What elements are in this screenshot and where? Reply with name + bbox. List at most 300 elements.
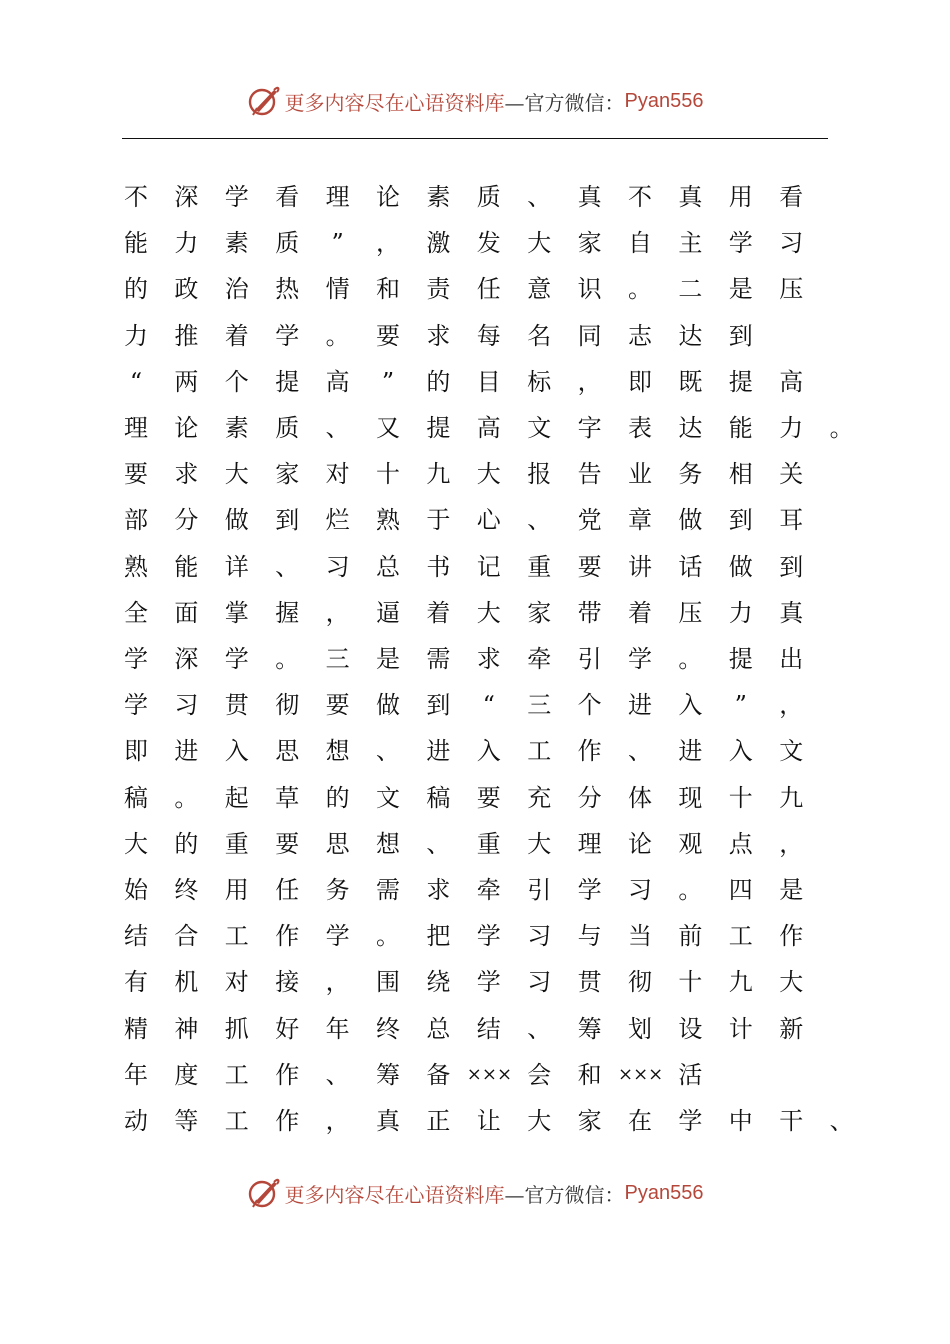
text-char: 引: [577, 645, 602, 673]
text-char: 。: [678, 645, 703, 673]
text-char: 想: [325, 737, 350, 766]
text-char: 精: [124, 1014, 148, 1043]
text-char: 业: [628, 460, 652, 489]
text-char: 是: [728, 275, 753, 304]
text-char: ，: [325, 1107, 350, 1135]
text-char: 力: [174, 229, 199, 258]
text-char: 划: [628, 1014, 652, 1043]
text-char: 。: [325, 321, 350, 350]
text-char: 当: [628, 922, 652, 951]
text-char: 话: [678, 552, 703, 581]
text-char: 告: [577, 460, 602, 489]
text-char: 压: [678, 598, 703, 627]
text-char: 九: [779, 783, 804, 812]
text-char: 十: [728, 783, 753, 812]
text-char: 计: [728, 1014, 753, 1043]
text-char: 学: [224, 183, 249, 211]
text-char: 面: [174, 598, 199, 627]
text-char: 思: [275, 737, 300, 766]
text-char: 让: [476, 1107, 501, 1135]
text-char: 作: [275, 1107, 300, 1135]
text-line: [0, 413, 950, 443]
text-char: 论: [174, 414, 199, 442]
text-char: 合: [174, 922, 199, 951]
text-char: 。: [678, 876, 703, 904]
text-char: 贯: [577, 968, 602, 997]
text-char: 掌: [224, 598, 249, 627]
text-char: 活: [678, 1060, 703, 1089]
text-char: 分: [174, 506, 199, 535]
text-char: 心: [476, 506, 501, 535]
text-char: 力: [728, 598, 753, 627]
text-char: 新: [779, 1014, 804, 1043]
header-brand-text: 更多内容尽在心语资料库: [284, 90, 505, 115]
text-char: 大: [779, 968, 804, 997]
text-line: [0, 598, 950, 628]
text-char: 即: [628, 367, 652, 396]
text-char: 用: [728, 183, 753, 211]
text-char: 烂: [325, 506, 350, 535]
text-line: [0, 228, 950, 258]
text-line: [0, 736, 950, 766]
text-char: ”: [381, 367, 395, 396]
text-char: 年: [124, 1060, 148, 1089]
text-char: 任: [476, 275, 501, 304]
text-char: 力: [779, 414, 804, 442]
text-char: 进: [628, 691, 652, 720]
text-char: 大: [527, 1107, 552, 1135]
text-char: 进: [174, 737, 199, 766]
text-char: 三: [527, 691, 552, 720]
text-char: 个: [577, 691, 602, 720]
text-char: 理: [124, 414, 148, 442]
text-char: 点: [728, 829, 753, 858]
text-char: 到: [275, 506, 300, 535]
text-char: ×××: [618, 1063, 664, 1085]
text-char: 大: [224, 460, 249, 489]
text-char: 着: [426, 598, 451, 627]
text-line: [0, 274, 950, 304]
text-char: 务: [678, 460, 703, 489]
text-char: 主: [678, 229, 703, 258]
text-char: 要: [275, 829, 300, 858]
text-char: 工: [728, 922, 753, 951]
text-char: 需: [376, 876, 400, 904]
text-line: [0, 967, 950, 997]
text-char: 求: [476, 645, 501, 673]
text-char: 章: [628, 506, 652, 535]
text-char: 做: [728, 552, 753, 581]
text-line: [0, 459, 950, 489]
text-char: 学: [124, 645, 148, 673]
text-char: ×××: [466, 1063, 513, 1085]
text-line: [0, 644, 950, 674]
text-char: 做: [678, 506, 703, 535]
text-char: 到: [728, 506, 753, 535]
text-char: 等: [174, 1107, 199, 1135]
text-char: 习: [527, 968, 552, 997]
text-char: 责: [426, 275, 451, 304]
text-char: 习: [779, 229, 804, 258]
text-line: [0, 367, 950, 397]
text-char: 学: [678, 1107, 703, 1135]
text-char: 、: [376, 737, 400, 766]
text-char: ”: [331, 229, 344, 258]
text-char: 总: [376, 552, 400, 581]
text-char: 二: [678, 275, 703, 304]
text-char: 表: [628, 414, 652, 442]
text-char: 到: [426, 691, 451, 720]
text-char: 贯: [224, 691, 249, 720]
quill-logo-icon: [247, 1176, 281, 1210]
text-char: 十: [678, 968, 703, 997]
text-char: 达: [678, 414, 703, 442]
text-char: 始: [124, 876, 148, 904]
text-char: 好: [275, 1014, 300, 1043]
text-char: 接: [275, 968, 300, 997]
text-char: ，: [325, 598, 350, 627]
text-char: 能: [124, 229, 148, 258]
text-line: [0, 552, 950, 582]
text-char: 压: [779, 275, 804, 304]
text-char: 政: [174, 275, 199, 304]
text-char: 三: [325, 645, 350, 673]
text-char: 又: [376, 414, 400, 442]
text-line: [0, 505, 950, 535]
text-char: 想: [376, 829, 400, 858]
text-char: 文: [527, 414, 552, 442]
text-char: 识: [577, 275, 602, 304]
text-char: 和: [577, 1060, 602, 1089]
text-char: 大: [476, 598, 501, 627]
text-char: ，: [577, 367, 602, 396]
text-char: 求: [174, 460, 199, 489]
text-char: 到: [728, 321, 753, 350]
text-char: 家: [275, 460, 300, 489]
text-char: 不: [124, 183, 148, 211]
text-char: 总: [426, 1014, 451, 1043]
text-char: 在: [628, 1107, 652, 1135]
header-wechat-label: —官方微信：: [504, 90, 625, 115]
text-char: 牵: [527, 645, 552, 673]
text-char: 学: [628, 645, 652, 673]
text-char: 机: [174, 968, 199, 997]
text-char: 记: [476, 552, 501, 581]
text-char: 草: [275, 783, 300, 812]
text-char: 工: [224, 922, 249, 951]
text-char: 论: [376, 183, 400, 211]
text-char: 握: [275, 598, 300, 627]
text-char: 作: [577, 737, 602, 766]
text-char: 是: [376, 645, 400, 673]
text-char: 标: [527, 367, 552, 396]
text-char: 体: [628, 783, 652, 812]
text-char: 力: [124, 321, 148, 350]
text-char: 与: [577, 922, 602, 951]
text-char: 能: [728, 414, 753, 442]
text-line: [0, 1060, 950, 1090]
text-char: 情: [325, 275, 350, 304]
text-char: 习: [174, 691, 199, 720]
text-char: 大: [527, 229, 552, 258]
text-char: 提: [275, 367, 300, 396]
text-char: 提: [728, 645, 753, 673]
text-char: 求: [426, 321, 451, 350]
text-char: 、: [829, 1107, 854, 1135]
text-char: ”: [734, 691, 747, 720]
text-char: 充: [527, 783, 552, 812]
text-char: 用: [224, 876, 249, 904]
text-char: 观: [678, 829, 703, 858]
text-char: 结: [476, 1014, 501, 1043]
text-char: 习: [527, 922, 552, 951]
footer-brand-text: 更多内容尽在心语资料库: [284, 1182, 505, 1207]
document-body: [0, 182, 950, 1142]
text-char: 正: [426, 1107, 451, 1135]
text-char: 工: [224, 1060, 249, 1089]
text-char: 深: [174, 645, 199, 673]
header-wechat-id: Pyan556: [624, 89, 704, 112]
text-char: 四: [728, 876, 753, 904]
text-char: 激: [426, 229, 451, 258]
text-char: 、: [325, 414, 350, 442]
text-char: 高: [325, 367, 350, 396]
text-char: 需: [426, 645, 451, 673]
text-char: 求: [426, 876, 451, 904]
text-char: 要: [476, 783, 501, 812]
text-char: 终: [174, 876, 199, 904]
text-line: [0, 1014, 950, 1044]
text-char: 抓: [224, 1014, 249, 1043]
text-char: 彻: [275, 691, 300, 720]
text-char: 设: [678, 1014, 703, 1043]
text-char: 学: [577, 876, 602, 904]
text-char: 素: [426, 183, 451, 211]
text-char: 素: [224, 414, 249, 442]
text-char: 起: [224, 783, 249, 812]
text-char: 意: [527, 275, 552, 304]
text-char: 文: [779, 737, 804, 766]
text-char: 入: [678, 691, 703, 720]
text-line: [0, 875, 950, 905]
footer-wechat-id: Pyan556: [624, 1181, 704, 1204]
text-line: [0, 1106, 950, 1136]
text-char: 提: [426, 414, 451, 442]
text-char: 文: [376, 783, 400, 812]
text-char: 稿: [426, 783, 451, 812]
text-char: 筹: [577, 1014, 602, 1043]
text-char: 出: [779, 645, 804, 673]
text-char: 志: [628, 321, 652, 350]
text-char: 、: [628, 737, 652, 766]
text-char: 到: [779, 552, 804, 581]
text-char: 学: [224, 645, 249, 673]
text-char: 同: [577, 321, 602, 350]
text-char: 即: [124, 737, 148, 766]
text-char: 动: [124, 1107, 148, 1135]
text-char: 耳: [779, 506, 804, 535]
text-char: 着: [628, 598, 652, 627]
text-char: 。: [628, 275, 652, 304]
header-divider: [122, 138, 828, 139]
text-char: 、: [527, 506, 552, 535]
text-char: 家: [577, 229, 602, 258]
text-char: ，: [376, 229, 400, 258]
text-char: 。: [174, 783, 199, 812]
text-char: 大: [124, 829, 148, 858]
text-char: 看: [275, 183, 300, 211]
text-char: 入: [728, 737, 753, 766]
text-char: 要: [376, 321, 400, 350]
text-char: 于: [426, 506, 451, 535]
text-char: 、: [325, 1060, 350, 1089]
text-char: 家: [527, 598, 552, 627]
text-char: 提: [728, 367, 753, 396]
text-char: 彻: [628, 968, 652, 997]
text-char: 入: [224, 737, 249, 766]
text-char: 引: [527, 876, 552, 904]
text-char: 是: [779, 876, 804, 904]
text-char: 论: [628, 829, 652, 858]
text-char: 要: [577, 552, 602, 581]
text-char: 工: [527, 737, 552, 766]
text-char: 。: [275, 645, 300, 673]
text-char: 理: [325, 183, 350, 211]
text-char: 做: [224, 506, 249, 535]
text-char: 真: [577, 183, 602, 211]
text-char: 深: [174, 183, 199, 211]
text-char: 能: [174, 552, 199, 581]
text-char: 的: [325, 783, 350, 812]
text-char: 熟: [124, 552, 148, 581]
text-char: 工: [224, 1107, 249, 1135]
text-char: 着: [224, 321, 249, 350]
text-char: 质: [275, 414, 300, 442]
text-char: 、: [426, 829, 451, 858]
text-char: 中: [728, 1107, 753, 1135]
text-char: ，: [779, 829, 804, 858]
text-char: 任: [275, 876, 300, 904]
text-char: 治: [224, 275, 249, 304]
text-char: 达: [678, 321, 703, 350]
text-line: [0, 321, 950, 351]
text-char: 党: [577, 506, 602, 535]
text-line: [0, 783, 950, 813]
text-char: 的: [124, 275, 148, 304]
text-char: 稿: [124, 783, 148, 812]
text-char: 大: [476, 460, 501, 489]
text-char: 神: [174, 1014, 199, 1043]
text-char: ，: [325, 968, 350, 997]
text-char: 每: [476, 321, 501, 350]
text-char: 、: [527, 183, 552, 211]
text-char: 学: [476, 922, 501, 951]
text-line: [0, 182, 950, 212]
text-char: 关: [779, 460, 804, 489]
text-char: 度: [174, 1060, 199, 1089]
text-char: 素: [224, 229, 249, 258]
text-char: 有: [124, 968, 148, 997]
text-char: 前: [678, 922, 703, 951]
text-char: 自: [628, 229, 652, 258]
text-char: 个: [224, 367, 249, 396]
text-char: 终: [376, 1014, 400, 1043]
text-char: 学: [728, 229, 753, 258]
text-char: 家: [577, 1107, 602, 1135]
footer-wechat-label: —官方微信：: [504, 1182, 625, 1207]
text-char: 年: [325, 1014, 350, 1043]
text-char: 发: [476, 229, 501, 258]
text-line: [0, 921, 950, 951]
text-char: 报: [527, 460, 552, 489]
text-line: [0, 690, 950, 720]
text-char: 学: [325, 922, 350, 951]
text-char: 和: [376, 275, 400, 304]
text-char: 名: [527, 321, 552, 350]
quill-logo-icon: [247, 84, 281, 118]
text-char: 作: [275, 922, 300, 951]
text-char: 干: [779, 1107, 804, 1135]
text-char: 全: [124, 598, 148, 627]
text-char: “: [482, 691, 495, 720]
text-char: 学: [275, 321, 300, 350]
text-char: 带: [577, 598, 602, 627]
text-char: 不: [628, 183, 652, 211]
text-char: 、: [275, 552, 300, 581]
text-char: 分: [577, 783, 602, 812]
text-char: 十: [376, 460, 400, 489]
text-char: 真: [376, 1107, 400, 1135]
text-char: 理: [577, 829, 602, 858]
text-char: 学: [476, 968, 501, 997]
text-char: 要: [124, 460, 148, 489]
footer-banner: [0, 1176, 950, 1210]
text-char: 备: [426, 1060, 451, 1089]
text-char: 热: [275, 275, 300, 304]
text-char: 结: [124, 922, 148, 951]
text-char: 熟: [376, 506, 400, 535]
text-char: 两: [174, 367, 199, 396]
text-char: 会: [527, 1060, 552, 1089]
text-char: 质: [476, 183, 501, 211]
text-char: 高: [779, 367, 804, 396]
text-char: 重: [527, 552, 552, 581]
text-char: 质: [275, 229, 300, 258]
text-char: 相: [728, 460, 753, 489]
text-char: 讲: [628, 552, 652, 581]
text-char: 九: [728, 968, 753, 997]
text-char: 重: [476, 829, 501, 858]
text-char: 作: [275, 1060, 300, 1089]
text-char: 筹: [376, 1060, 400, 1089]
text-char: 对: [325, 460, 350, 489]
text-char: 真: [678, 183, 703, 211]
text-char: 进: [678, 737, 703, 766]
text-char: 既: [678, 367, 703, 396]
text-line: [0, 829, 950, 859]
text-char: 绕: [426, 968, 451, 997]
text-char: 、: [527, 1014, 552, 1043]
text-char: 高: [476, 414, 501, 442]
text-char: 看: [779, 183, 804, 211]
text-char: 思: [325, 829, 350, 858]
text-char: 真: [779, 598, 804, 627]
text-char: 做: [376, 691, 400, 720]
text-char: 现: [678, 783, 703, 812]
text-char: 务: [325, 876, 350, 904]
text-char: 九: [426, 460, 451, 489]
text-char: 逼: [376, 598, 400, 627]
